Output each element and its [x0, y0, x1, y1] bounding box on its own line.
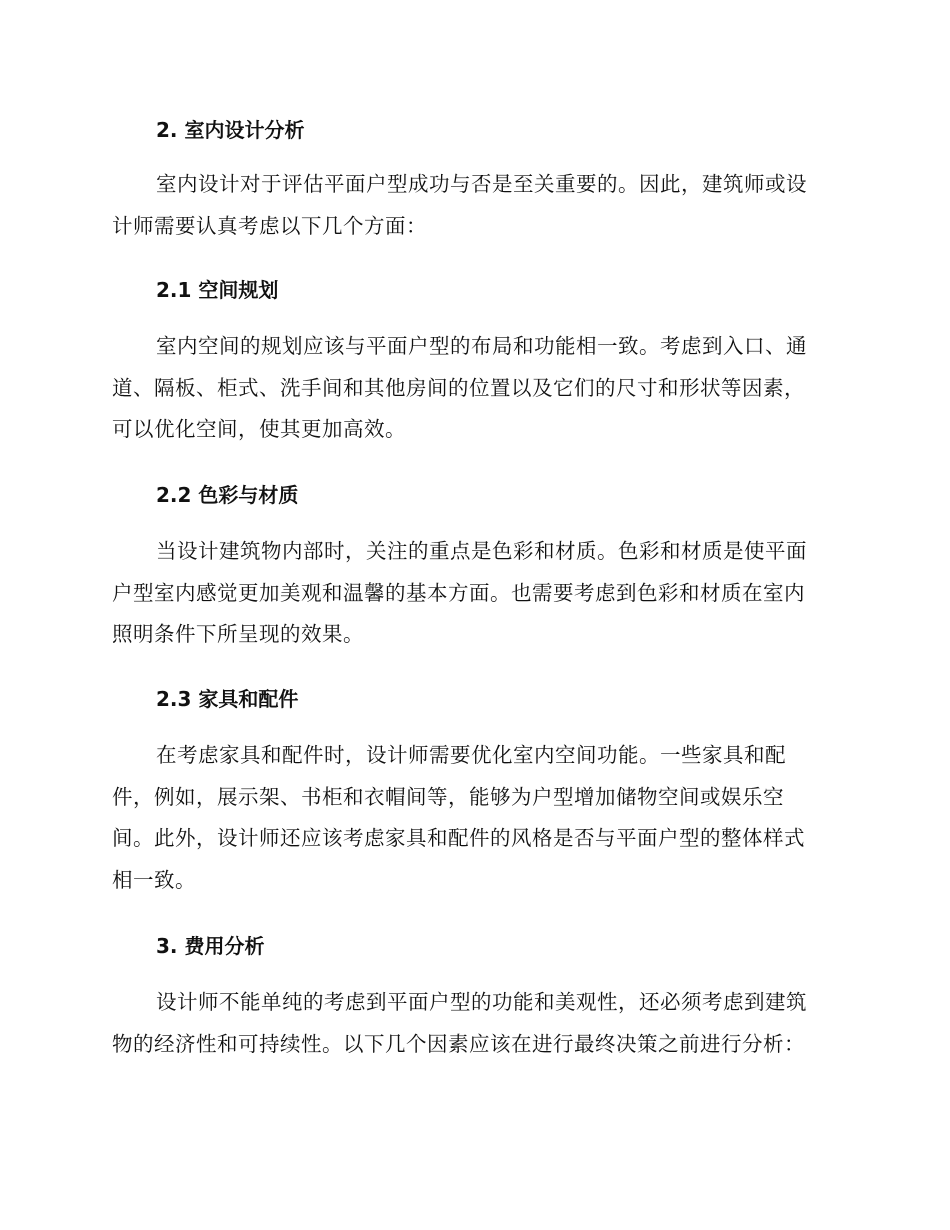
section-heading-color-material: 2.2 色彩与材质 [156, 483, 299, 507]
paragraph-line: 物的经济性和可持续性。以下几个因素应该在进行最终决策之前进行分析： [112, 1031, 805, 1056]
section-paragraph-cost-analysis [112, 982, 832, 1065]
paragraph-line: 设计师不能单纯的考虑到平面户型的功能和美观性，还必须考虑到建筑 [156, 990, 807, 1014]
section-heading-interior-design: 2. 室内设计分析 [156, 118, 305, 142]
paragraph-line: 可以优化空间，使其更加高效。 [112, 417, 406, 441]
section-paragraph-space-planning [112, 326, 832, 451]
paragraph-line: 照明条件下所呈现的效果。 [112, 622, 364, 646]
paragraph-line: 件，例如，展示架、书柜和衣帽间等，能够为户型增加储物空间或娱乐空 [112, 784, 784, 809]
section-paragraph-color-material [112, 531, 832, 656]
section-heading-furniture: 2.3 家具和配件 [156, 687, 299, 711]
section-paragraph-interior-design [112, 164, 832, 247]
paragraph-line: 室内空间的规划应该与平面户型的布局和功能相一致。考虑到入口、通 [156, 334, 807, 358]
paragraph-line: 计师需要认真考虑以下几个方面： [112, 213, 427, 238]
paragraph-line: 当设计建筑物内部时，关注的重点是色彩和材质。色彩和材质是使平面 [156, 539, 807, 563]
paragraph-line: 室内设计对于评估平面户型成功与否是至关重要的。因此，建筑师或设 [156, 172, 807, 196]
section-heading-space-planning: 2.1 空间规划 [156, 278, 279, 302]
section-paragraph-furniture [112, 735, 832, 901]
paragraph-line: 户型室内感觉更加美观和温馨的基本方面。也需要考虑到色彩和材质在室内 [112, 580, 805, 605]
section-heading-cost-analysis: 3. 费用分析 [156, 934, 265, 958]
paragraph-line: 间。此外，设计师还应该考虑家具和配件的风格是否与平面户型的整体样式 [112, 826, 805, 850]
paragraph-line: 相一致。 [112, 867, 196, 892]
paragraph-line: 在考虑家具和配件时，设计师需要优化室内空间功能。一些家具和配 [156, 743, 786, 767]
paragraph-line: 道、隔板、柜式、洗手间和其他房间的位置以及它们的尺寸和形状等因素， [112, 375, 805, 400]
